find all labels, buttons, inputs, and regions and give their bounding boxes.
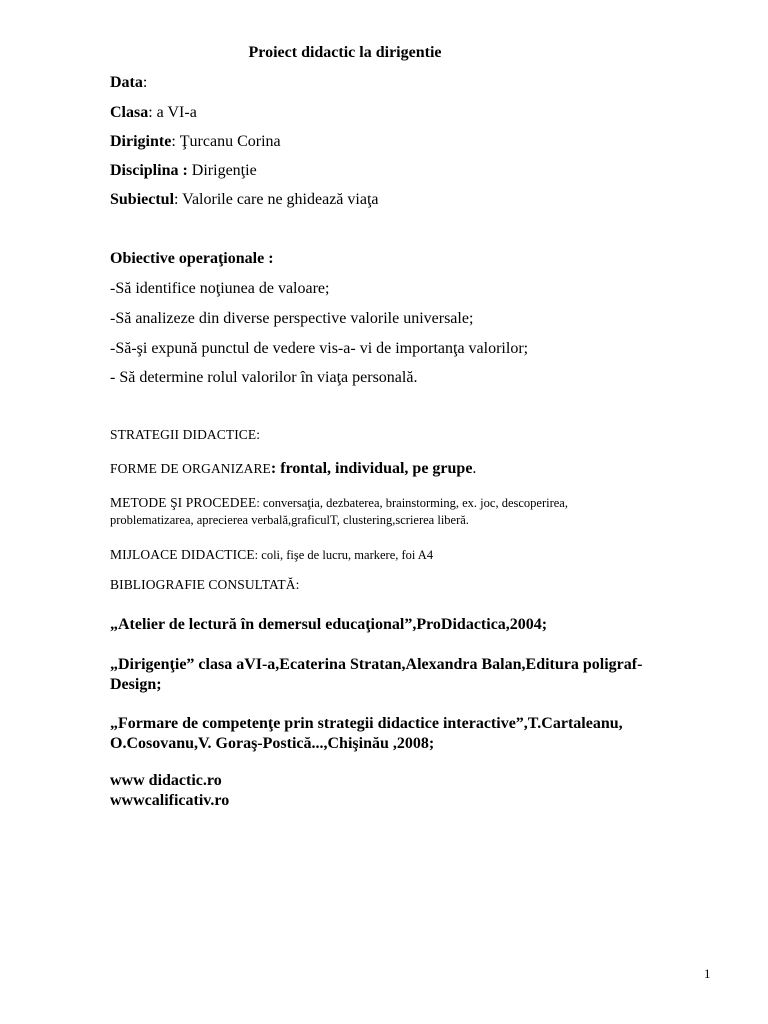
metode-label: METODE ŞI PROCEDEE	[110, 495, 257, 510]
bibliography-entry: „Formare de competenţe prin strategii didactice interactive”,T.Cartaleanu, O.Cosovanu,V. Goraş-Postică...,Chişinău ,2008;	[110, 715, 623, 752]
objectives-heading: Obiective operaţionale :	[110, 250, 274, 267]
disciplina-value: Dirigenţie	[187, 162, 257, 179]
biblio-label: BIBLIOGRAFIE CONSULTATĂ	[110, 577, 296, 592]
metode-line	[110, 494, 568, 512]
objective-item: - Să determine rolul valorilor în viaţa personală.	[110, 369, 418, 386]
disciplina-line	[110, 162, 257, 180]
forme-line	[110, 460, 476, 478]
subiectul-label: Subiectul	[110, 191, 175, 208]
data-suffix: :	[142, 74, 148, 91]
data-line	[110, 74, 147, 92]
forme-end: .	[472, 460, 477, 477]
objective-item: -Să analizeze din diverse perspective valorile universale;	[110, 310, 474, 327]
disciplina-label: Disciplina :	[110, 162, 188, 179]
forme-value: : frontal, individual, pe grupe	[270, 460, 473, 477]
strategii-line	[110, 427, 260, 443]
strategii-suffix: :	[256, 427, 261, 442]
website-link[interactable]: wwwcalificativ.ro	[110, 792, 230, 809]
website-link[interactable]: www didactic.ro	[110, 772, 222, 789]
bibliography-entry: „Dirigenţie” clasa aVI-a,Ecaterina Stratan,Alexandra Balan,Editura poligraf-Design;	[110, 656, 643, 693]
diriginte-value: : Ţurcanu Corina	[171, 133, 281, 150]
metode-value-1: : conversaţia, dezbaterea, brainstorming, ex. joc, descoperirea,	[256, 496, 568, 510]
clasa-line	[110, 104, 197, 122]
mijloace-value: : coli, fişe de lucru, markere, foi A4	[254, 548, 434, 562]
diriginte-label: Diriginte	[110, 133, 172, 150]
diriginte-line	[110, 133, 281, 151]
subiectul-value: : Valorile care ne ghidează viaţa	[174, 191, 379, 208]
forme-label: FORME DE ORGANIZARE	[110, 461, 271, 476]
mijloace-label: MIJLOACE DIDACTICE	[110, 547, 255, 562]
data-label: Data	[110, 74, 143, 91]
metode-value-2: problematizarea, aprecierea verbală,graficulT, clustering,scrierea liberă.	[110, 513, 469, 527]
biblio-suffix: :	[295, 577, 300, 592]
mijloace-line	[110, 546, 433, 564]
objective-item: -Să identifice noţiunea de valoare;	[110, 280, 330, 297]
clasa-value: : a VI-a	[148, 104, 197, 121]
bibliography-entry: „Atelier de lectură în demersul educaţional”,ProDidactica,2004;	[110, 616, 548, 633]
subiectul-line	[110, 191, 379, 209]
biblio-heading	[110, 577, 299, 593]
document-title: Proiect didactic la dirigentie	[248, 44, 442, 61]
clasa-label: Clasa	[110, 104, 149, 121]
page-number: 1	[704, 966, 711, 981]
strategii-label: STRATEGII DIDACTICE	[110, 427, 257, 442]
objective-item: -Să-şi expună punctul de vedere vis-a- vi de importanţa valorilor;	[110, 340, 529, 357]
